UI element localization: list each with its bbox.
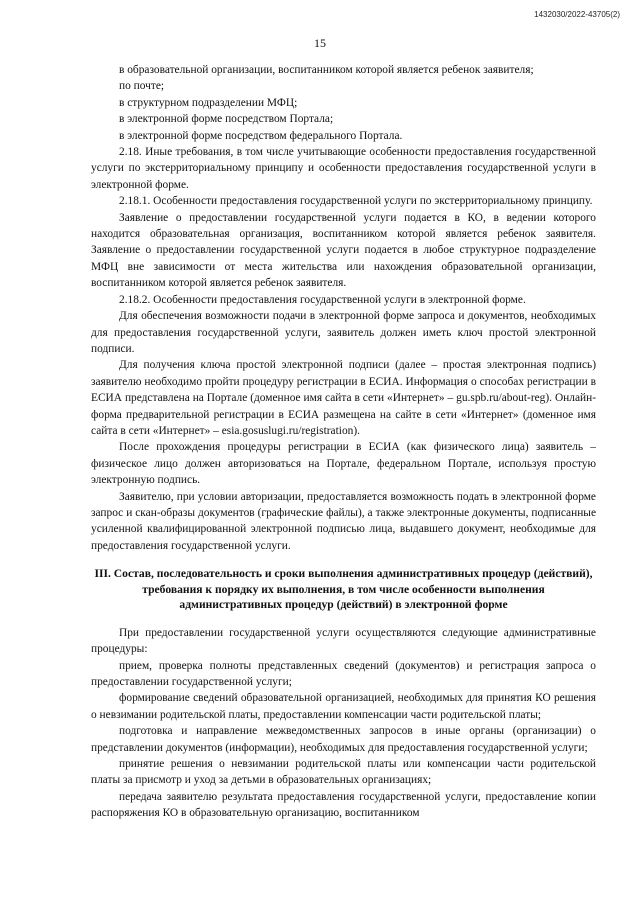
paragraph: в электронной форме посредством Портала; bbox=[119, 113, 334, 126]
paragraphs-after bbox=[91, 625, 596, 822]
paragraph: 2.18. Иные требования, в том числе учитывающие особенности предоставления государственной услуги по экстерриториальному принципу и особенности предоставления государственной услуги в электронной форме. bbox=[91, 146, 596, 191]
paragraph: формирование сведений образовательной организацией, необходимых для принятия КО решения о невзимании родительской платы, предоставлении компенсации части родительской платы; bbox=[91, 692, 596, 721]
paragraphs-before bbox=[91, 62, 596, 554]
paragraph: в образовательной организации, воспитанником которой является ребенок заявителя; bbox=[119, 64, 534, 76]
paragraph: После прохождения процедуры регистрации в ЕСИА (как физического лица) заявитель – физическое лицо должен авторизоваться на Портале, федеральном Портале, используя простую электронную подпись. bbox=[91, 441, 596, 487]
paragraph: передача заявителю результата предоставления государственной услуги, предоставление копии распоряжения КО в образовательную организацию, воспитанником bbox=[91, 790, 596, 820]
paragraph: принятие решения о невзимании родительской платы или компенсации части родительской платы за присмотр и уход за детьми в образовательных организациях; bbox=[91, 757, 596, 787]
section-title: III. Состав, последовательность и сроки выполнения административных процедур (действий), требования к порядку их выполнения, в том числе особенности выполнения административных процедур (действий) в электронной форме bbox=[94, 567, 593, 612]
paragraph: Для получения ключа простой электронной подписи (далее – простая электронная подпись) заявителю необходимо пройти процедуру регистрации в ЕСИА. Информация о способах регистрации в ЕСИА представлена на Портале (доменное имя сайта в сети «Интернет» – gu.spb.ru/about-reg). Онлайн-форма предварительной регистрации в ЕСИА размещена на сайте в сети «Интернет» (доменное имя сайта в сети «Интернет» – esia.gosuslugi.ru/registration). bbox=[91, 359, 596, 437]
document-body bbox=[91, 62, 596, 822]
paragraph: Заявителю, при условии авторизации, предоставляется возможность подать в электронной форме запрос и скан-образы документов (графические файлы), а также электронные документы, подписанные усиленной квалифицированной электронной подписью лица, выдавшего документ, необходимые для предоставления государственной услуги. bbox=[91, 490, 596, 552]
paragraph: Заявление о предоставлении государственной услуги подается в КО, в ведении которого находится образовательная организация, воспитанником которой является ребенок заявителя. Заявление о предоставлении государственной услуги подается в любое структурное подразделение МФЦ вне зависимости от места жительства или нахождения образовательной организации, воспитанником которой является ребенок заявителя. bbox=[91, 211, 596, 290]
paragraph: подготовка и направление межведомственных запросов в иные органы (организации) о представлении документов (информации), необходимых для предоставления государственной услуги; bbox=[91, 725, 596, 754]
paragraph: по почте; bbox=[119, 80, 165, 93]
paragraph: 2.18.1. Особенности предоставления государственной услуги по экстерриториальному принципу. bbox=[119, 195, 593, 208]
page-number: 15 bbox=[314, 36, 326, 50]
paragraph: Для обеспечения возможности подачи в электронной форме запроса и документов, необходимых для предоставления государственной услуги, заявитель должен иметь ключ простой электронной подписи. bbox=[91, 310, 596, 355]
paragraph: прием, проверка полноты представленных сведений (документов) и регистрация запроса о предоставлении государственной услуги; bbox=[91, 659, 596, 688]
document-id: 1432030/2022-43705(2) bbox=[534, 10, 620, 19]
paragraph: При предоставлении государственной услуги осуществляются следующие административные процедуры: bbox=[91, 626, 596, 656]
paragraph: в структурном подразделении МФЦ; bbox=[119, 96, 298, 109]
paragraph: в электронной форме посредством федерального Портала. bbox=[119, 129, 403, 142]
paragraph: 2.18.2. Особенности предоставления государственной услуги в электронной форме. bbox=[119, 293, 526, 306]
